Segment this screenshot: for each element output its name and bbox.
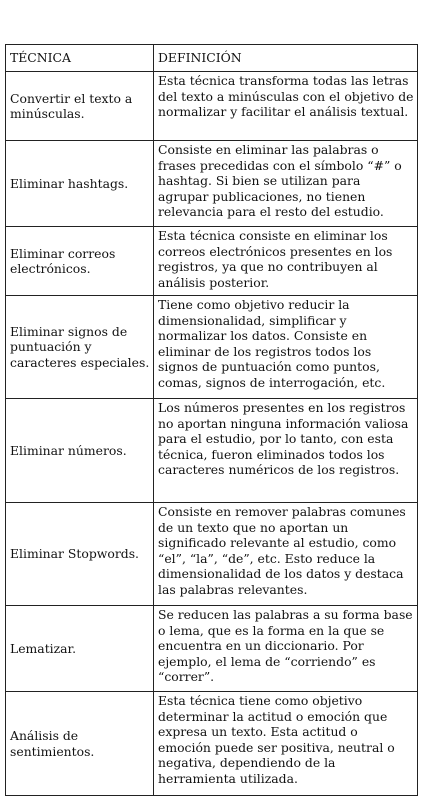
technique-name: Análisis de sentimientos.	[6, 692, 154, 796]
technique-name: Eliminar correos electrónicos.	[6, 227, 154, 296]
technique-definition: Los números presentes en los registros no aportan ninguna información valiosa para el estudio, por lo tanto, con esta técnica, fueron eliminados todos los caracteres numéricos de los registros.	[154, 399, 418, 503]
technique-definition: Esta técnica tiene como objetivo determinar la actitud o emoción que expresa un texto. Esta actitud o emoción puede ser positiva, neutral o negativa, dependiendo de la herramienta utilizada.	[154, 692, 418, 796]
technique-definition: Tiene como objetivo reducir la dimensionalidad, simplificar y normalizar los datos. Consiste en eliminar de los registros todos los signos de puntuación como puntos, comas, signos de interrogación, etc.	[154, 296, 418, 399]
technique-name: Eliminar signos de puntuación y caracteres especiales.	[6, 296, 154, 399]
header-definicion: DEFINICIÓN	[154, 45, 418, 72]
technique-definition: Esta técnica transforma todas las letras del texto a minúsculas con el objetivo de normalizar y facilitar el análisis textual.	[154, 72, 418, 141]
table-row	[6, 692, 418, 796]
technique-definition: Consiste en eliminar las palabras o frases precedidas con el símbolo “#” o hashtag. Si bien se utilizan para agrupar publicaciones, no tienen relevancia para el resto del estudio.	[154, 141, 418, 227]
table-row	[6, 141, 418, 227]
header-row	[6, 45, 418, 72]
table-row	[6, 296, 418, 399]
technique-name: Convertir el texto a minúsculas.	[6, 72, 154, 141]
table-row	[6, 72, 418, 141]
table-row	[6, 227, 418, 296]
techniques-table	[5, 44, 418, 796]
table-row	[6, 399, 418, 503]
technique-name: Lematizar.	[6, 606, 154, 692]
technique-name: Eliminar Stopwords.	[6, 503, 154, 606]
technique-definition: Consiste en remover palabras comunes de un texto que no aportan un significado relevante al estudio, como “el”, “la”, “de”, etc. Esto reduce la dimensionalidad de los datos y destaca las palabras relevantes.	[154, 503, 418, 606]
technique-definition: Se reducen las palabras a su forma base o lema, que es la forma en la que se encuentra en un diccionario. Por ejemplo, el lema de “corriendo” es “correr”.	[154, 606, 418, 692]
technique-definition: Esta técnica consiste en eliminar los correos electrónicos presentes en los registros, ya que no contribuyen al análisis posterior.	[154, 227, 418, 296]
table-body	[6, 72, 418, 796]
table-row	[6, 606, 418, 692]
table-header	[6, 45, 418, 72]
header-tecnica: TÉCNICA	[6, 45, 154, 72]
technique-name: Eliminar números.	[6, 399, 154, 503]
technique-name: Eliminar hashtags.	[6, 141, 154, 227]
table-row	[6, 503, 418, 606]
